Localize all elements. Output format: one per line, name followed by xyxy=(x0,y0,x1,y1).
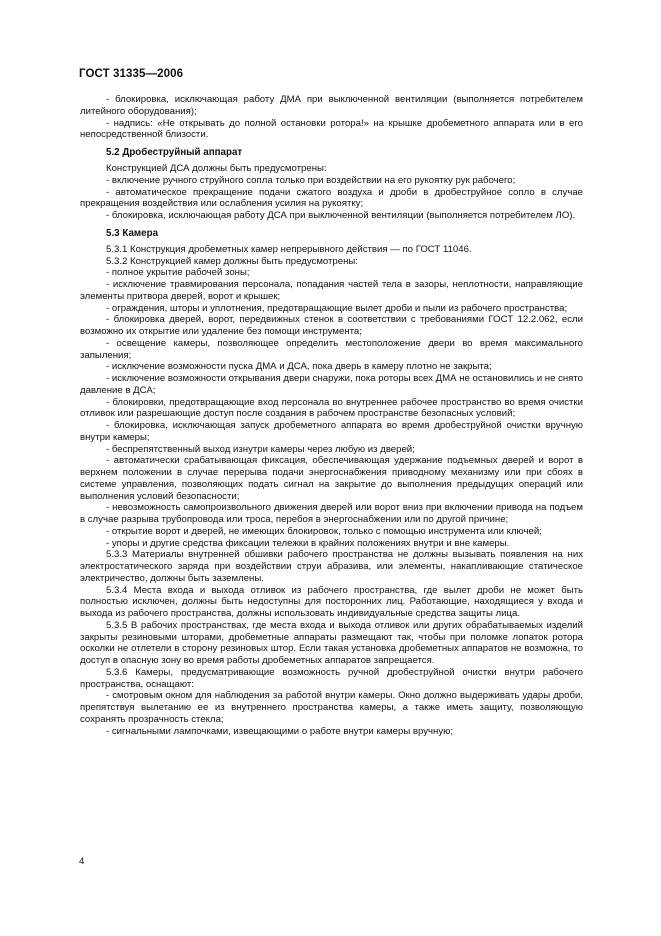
paragraph: - ограждения, шторы и уплотнения, предотвращающие вылет дроби и пыли из рабочего пространства; xyxy=(106,302,568,314)
section-heading: 5.2 Дробеструйный аппарат xyxy=(106,147,243,158)
paragraph: - полное укрытие рабочей зоны; xyxy=(106,267,250,279)
paragraph: - автоматически срабатывающая фиксация, обеспечивающая удержание подъемных дверей и ворот в верхнем положении в случае перерыва подачи энергоснабжения приводному механизму или при сбоях в системе управления, позволяющих подать сигнал на закрытие до выполнения предыдущих операций или выполнения условий безопасности; xyxy=(80,455,583,502)
paragraph: - освещение камеры, позволяющее определить местоположение двери во время максимального запыления; xyxy=(80,337,583,361)
paragraph: - блокировка, исключающая работу ДМА при выключенной вентиляции (выполняется потребителем литейного оборудования); xyxy=(80,94,583,117)
paragraph: - блокировка, исключающая работу ДСА при выключенной вентиляции (выполняется потребителем ЛО). xyxy=(106,210,576,221)
section-heading: 5.3 Камера xyxy=(106,227,159,239)
paragraph: - надпись: «Не открывать до полной остановки ротора!» на крышке дробеметного аппарата или в его непосредственной близости. xyxy=(80,117,583,141)
paragraph: - включение ручного струйного сопла только при воздействии на его рукоятку рук рабочего; xyxy=(106,174,516,186)
paragraph: - исключение возможности пуска ДМА и ДСА, пока дверь в камеру плотно не закрыта; xyxy=(106,361,492,373)
paragraph: - исключение травмирования персонала, попадания частей тела в зазоры, неплотности, направляющие элементы притвора дверей, ворот и крышек; xyxy=(80,279,583,302)
standard-header: ГОСТ 31335—2006 xyxy=(79,68,184,80)
paragraph: - автоматическое прекращение подачи сжатого воздуха и дроби в дробеструйное сопло в случае прекращения воздействия или ослабления усилия на рукоятку; xyxy=(80,186,583,210)
paragraph: - беспрепятственный выход изнутри камеры через любую из дверей; xyxy=(106,443,415,455)
paragraph: 5.3.5 В рабочих пространствах, где места входа и выхода отливок или других обрабатываемых изделий закрыты резиновыми шторами, дробеметные аппараты размещают так, чтобы при поломке лопаток ротора осколки не отлетели в сторону резиновых штор. Если такая установка дробеметных аппаратов не возможна, то доступ в опасную зону во время работы дробеметных аппаратов запрещается. xyxy=(80,619,583,666)
paragraph: 5.3.2 Конструкцией камер должны быть предусмотрены: xyxy=(106,255,358,267)
page-number: 4 xyxy=(79,856,85,867)
paragraph: 5.3.6 Камеры, предусматривающие возможность ручной дробеструйной очистки внутри рабочего пространства, оснащают: xyxy=(80,666,583,690)
paragraph: 5.3.1 Конструкция дробеметных камер непрерывного действия — по ГОСТ 11046. xyxy=(106,243,472,255)
paragraph: - смотровым окном для наблюдения за работой внутри камеры. Окно должно выдерживать удары дроби, препятствуя вылетанию ее из внутреннего пространства камеры, а также иметь защиту, позволяющую сохранять прозрачность стекла; xyxy=(80,690,583,725)
paragraph: - блокировки, предотвращающие вход персонала во внутреннее рабочее пространство во время очистки отливок или разрешающие доступ после создания в рабочем пространстве безопасных условий; xyxy=(80,396,583,420)
paragraph: - невозможность самопроизвольного движения дверей или ворот вниз при включении привода на подъем в случае разрыва трубопровода или троса, перебоя в энергоснабжении или по другой причине; xyxy=(80,502,583,525)
paragraph: Конструкцией ДСА должны быть предусмотрены: xyxy=(106,163,327,174)
paragraph: 5.3.3 Материалы внутренней обшивки рабочего пространства не должны вызывать появления на них электростатического заряда при воздействии струи абразива, или элементы, накапливающие статическое электричество, должны быть заземлены. xyxy=(80,549,583,584)
paragraph: 5.3.4 Места входа и выхода отливок из рабочего пространства, где вылет дроби не может быть полностью исключен, должны быть недоступны для посторонних лиц. Работающие, находящиеся у входа и выхода из рабочего пространства, должны использовать индивидуальные средства защиты лица. xyxy=(80,584,583,619)
paragraph: - блокировка дверей, ворот, передвижных стенок в соответствии с требованиями ГОСТ 12.2.062, если возможно их открытие или удаление без помощи инструмента; xyxy=(80,314,583,337)
paragraph: - упоры и другие средства фиксации тележки в крайних положениях внутри и вне камеры. xyxy=(106,537,510,549)
paragraph: - блокировка, исключающая запуск дробеметного аппарата во время дробеструйной очистки вручную внутри камеры; xyxy=(80,420,583,443)
paragraph: - исключение возможности открывания двери снаружи, пока роторы всех ДМА не остановились и не снято давление в ДСА; xyxy=(80,373,583,396)
paragraph: - открытие ворот и дверей, не имеющих блокировок, только с помощью инструмента или ключей; xyxy=(106,525,542,537)
paragraph: - сигнальными лампочками, извещающими о работе внутри камеры вручную; xyxy=(106,725,453,737)
document-body xyxy=(80,94,583,737)
